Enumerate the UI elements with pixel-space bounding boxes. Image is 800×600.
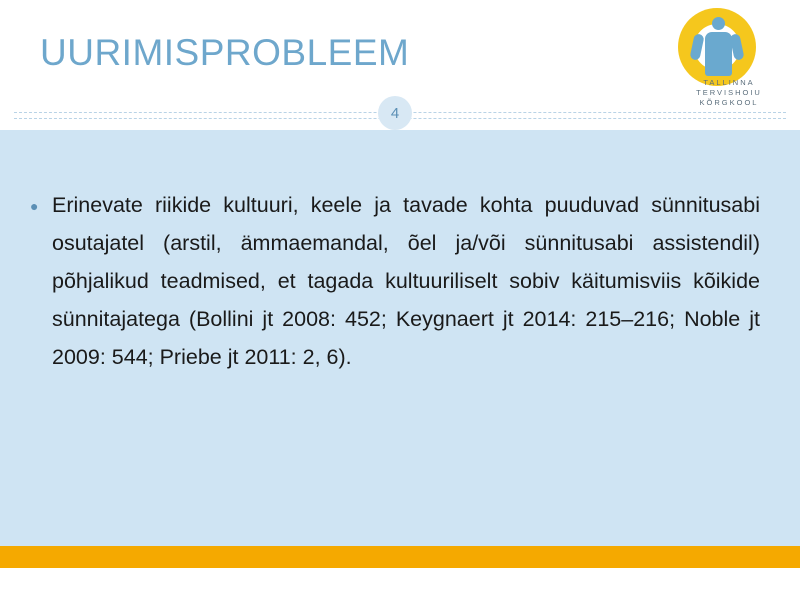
logo-wordmark bbox=[674, 78, 784, 108]
logo-wordmark-line-3: KÕRGKOOL bbox=[699, 98, 759, 107]
logo-figure-body-icon bbox=[705, 32, 732, 76]
footer-accent-bar bbox=[0, 546, 800, 568]
bullet-text: Erinevate riikide kultuuri, keele ja tavade kohta puuduvad sünnitusabi osutajatel (arstil, ämmaemandal, õel ja/või sünnitusabi assistendil) põhjalikud teadmised, et tagada kultuuriliselt sobiv käitumisviis kõikide sünnitajatega (Bollini jt 2008: 452; Keygnaert jt 2014: 215–216; Noble jt 2009: 544; Priebe jt 2011: 2, 6). bbox=[52, 193, 760, 369]
logo-wordmark-line-2: TERVISHOIU bbox=[696, 88, 762, 97]
logo-wordmark-line-1: TALLINNA bbox=[703, 78, 755, 87]
list-item bbox=[30, 186, 770, 376]
tallinna-tervishoiu-korgkool-logo bbox=[674, 8, 784, 116]
slide-content-panel bbox=[0, 130, 800, 546]
logo-figure-head-icon bbox=[712, 17, 725, 30]
footer-area bbox=[0, 568, 800, 600]
bullet-icon: ● bbox=[30, 198, 39, 214]
slide-number-badge: 4 bbox=[378, 96, 412, 130]
page-title: UURIMISPROBLEEM bbox=[40, 32, 410, 73]
